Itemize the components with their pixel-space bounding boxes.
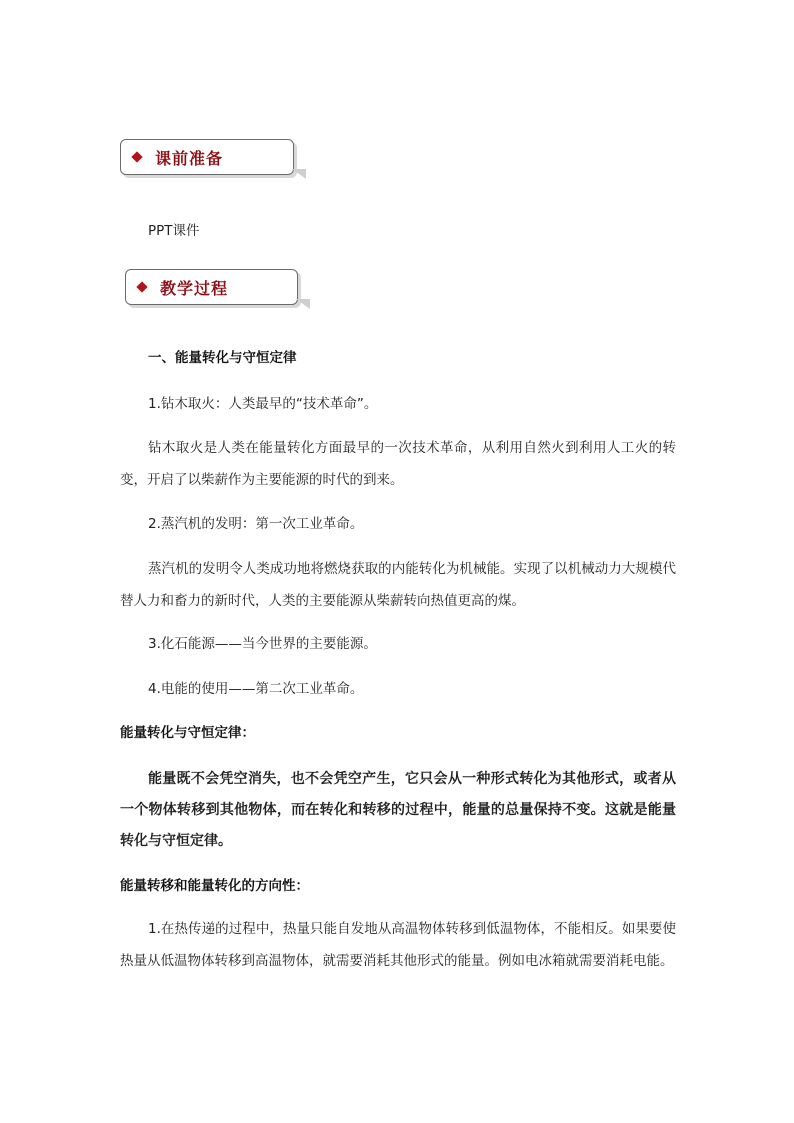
section-title-process: 教学过程 (160, 278, 229, 298)
paragraph-1: 钻木取火是人类在能量转化方面最早的一次技术革命，从利用自然火到利用人工火的转变，开启了以柴薪作为主要能源的时代的到来。 (120, 440, 676, 488)
section-title-prep: 课前准备 (155, 148, 224, 168)
content-heading: 一、能量转化与守恒定律 (148, 350, 297, 366)
paragraph-2: 蒸汽机的发明令人类成功地将燃烧获取的内能转化为机械能。实现了以机械动力大规模代替人力和畜力的新时代，人类的主要能源从柴薪转向热值更高的煤。 (120, 561, 676, 609)
direction-heading: 能量转移和能量转化的方向性： (120, 878, 309, 894)
header-shadow-tail (296, 299, 310, 309)
list-item-1: 1.钻木取火：人类最早的“技术革命”。 (148, 396, 378, 412)
list-item-2: 2.蒸汽机的发明：第一次工业革命。 (148, 516, 364, 532)
list-item-3: 3.化石能源——当今世界的主要能源。 (148, 636, 377, 652)
section-header-process (125, 269, 298, 305)
header-shadow-tail (292, 169, 306, 179)
section-header-prep (120, 139, 294, 175)
prep-item: PPT课件 (148, 223, 200, 239)
law-paragraph: 能量既不会凭空消失，也不会凭空产生，它只会从一种形式转化为其他形式，或者从一个物体转移到其他物体，而在转化和转移的过程中，能量的总量保持不变。这就是能量转化与守恒定律。 (120, 771, 676, 849)
list-item-4: 4.电能的使用——第二次工业革命。 (148, 681, 364, 697)
diamond-bullet-icon (136, 281, 147, 292)
diamond-bullet-icon (131, 151, 142, 162)
direction-paragraph: 1.在热传递的过程中，热量只能自发地从高温物体转移到低温物体，不能相反。如果要使热量从低温物体转移到高温物体，就需要消耗其他形式的能量。例如电冰箱就需要消耗电能。 (120, 921, 676, 969)
law-heading: 能量转化与守恒定律： (120, 725, 255, 741)
